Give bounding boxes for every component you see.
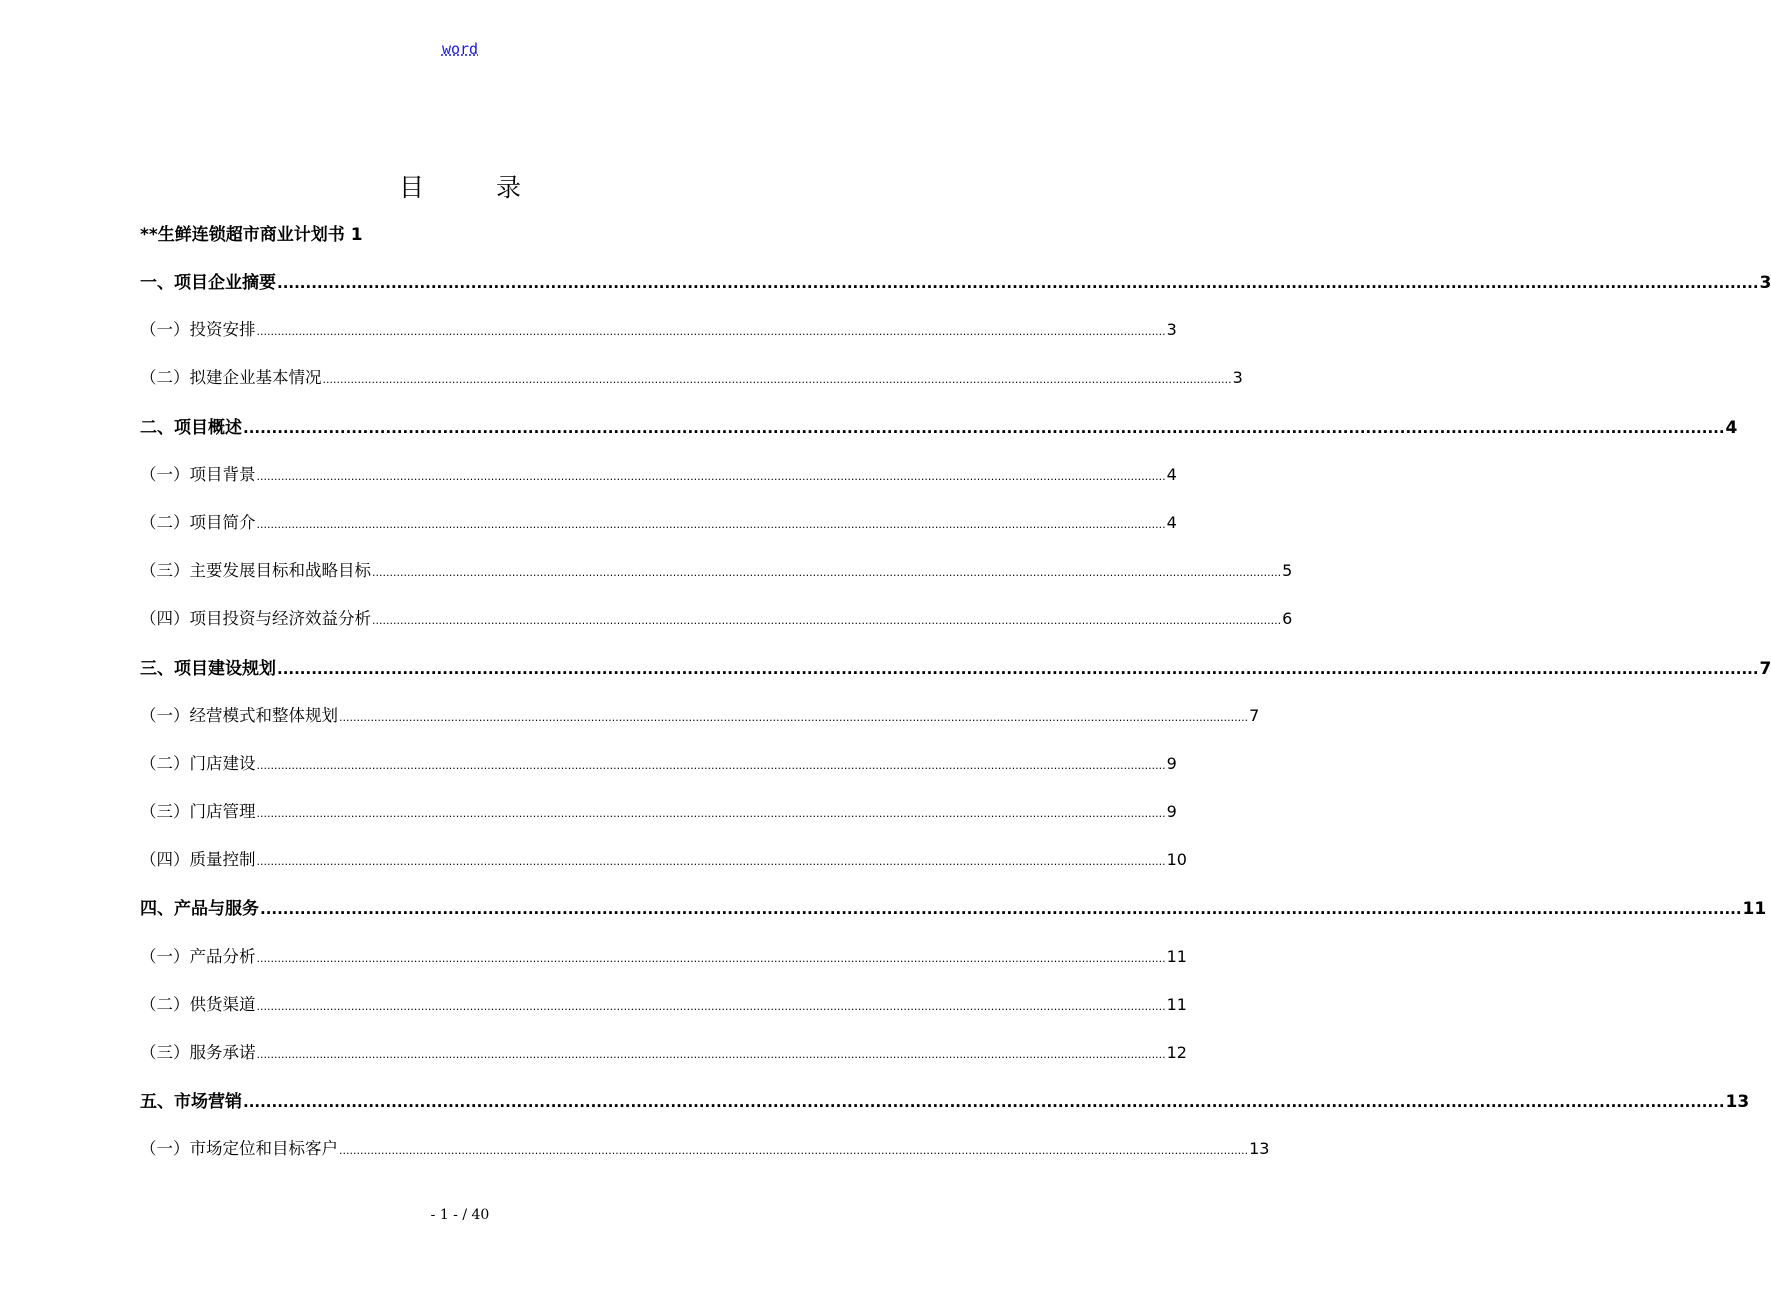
toc-entry-label: （一）经营模式和整体规划 <box>140 705 338 725</box>
toc-entry-label: （四）质量控制 <box>140 850 256 870</box>
toc-entry[interactable]: （二）门店建设 .................................................................................................................................................................................................................................................................... 9 <box>140 750 818 798</box>
toc-entry[interactable]: （一）项目背景 .................................................................................................................................................................................................................................................................... 4 <box>140 461 818 509</box>
toc-entry[interactable]: （一）经营模式和整体规划 .................................................................................................................................................................................................................................................................... 7 <box>140 702 818 750</box>
toc-entry-label: 二、项目概述 <box>140 417 242 438</box>
toc-entry[interactable]: （二）拟建企业基本情况 .................................................................................................................................................................................................................................................................... 3 <box>140 364 818 412</box>
toc-entry-page: 13 <box>1249 1139 1270 1159</box>
toc-entry-page: 4 <box>1166 464 1177 484</box>
toc-entry-page: 9 <box>1166 802 1177 822</box>
toc-entry-label: （二）拟建企业基本情况 <box>140 368 322 388</box>
toc-entry[interactable]: 三、项目建设规划 .................................................................................................................................................................................................................................................................... 7 <box>140 654 818 702</box>
toc-entry[interactable]: （三）门店管理 .................................................................................................................................................................................................................................................................... 9 <box>140 798 818 846</box>
toc-list <box>140 268 1771 1184</box>
toc-entry-page: 3 <box>1759 273 1771 293</box>
toc-entry-label: （二）供货渠道 <box>140 994 256 1014</box>
toc-entry[interactable]: 二、项目概述 .................................................................................................................................................................................................................................................................... 4 <box>140 413 818 461</box>
toc-entry-page: 4 <box>1725 417 1738 438</box>
toc-title <box>0 168 920 204</box>
toc-entry-label: 一、项目企业摘要 <box>140 273 276 293</box>
toc-entry-page: 7 <box>1249 705 1260 725</box>
toc-entry-label: （三）服务承诺 <box>140 1043 256 1062</box>
toc-title-char-2: 录 <box>496 173 522 202</box>
toc-entry[interactable]: （二）供货渠道 .................................................................................................................................................................................................................................................................... 11 <box>140 991 818 1039</box>
toc-entry-label: 四、产品与服务 <box>140 899 259 920</box>
toc-title-char-1: 目 <box>398 173 424 202</box>
toc-entry-page: 9 <box>1166 753 1177 773</box>
toc-entry-page: 11 <box>1166 994 1187 1014</box>
toc-entry-page: 13 <box>1725 1092 1750 1113</box>
toc-entry-label: （四）项目投资与经济效益分析 <box>140 609 371 629</box>
toc-entry-label: （一）项目背景 <box>140 464 256 484</box>
toc-entry-page: 6 <box>1282 609 1293 629</box>
toc-entry-label: （一）投资安排 <box>140 320 256 340</box>
toc-entry-label: （一）市场定位和目标客户 <box>140 1139 338 1159</box>
document-title: **生鲜连锁超市商业计划书 1 <box>140 225 363 245</box>
toc-entry[interactable]: （三）主要发展目标和战略目标 .................................................................................................................................................................................................................................................................... 5 <box>140 557 818 605</box>
toc-entry[interactable]: （四）质量控制 .................................................................................................................................................................................................................................................................... 10 <box>140 846 818 894</box>
toc-entry[interactable]: （一）投资安排 .................................................................................................................................................................................................................................................................... 3 <box>140 316 818 364</box>
toc-entry[interactable]: 一、项目企业摘要 .................................................................................................................................................................................................................................................................... 3 <box>140 268 818 316</box>
toc-entry-page: 10 <box>1166 850 1187 870</box>
toc-entry-label: （二）门店建设 <box>140 753 256 773</box>
toc-entry[interactable]: （二）项目简介 .................................................................................................................................................................................................................................................................... 4 <box>140 509 818 557</box>
toc-entry-label: （三）门店管理 <box>140 802 256 822</box>
toc-entry[interactable]: 四、产品与服务 .................................................................................................................................................................................................................................................................... 11 <box>140 894 818 942</box>
toc-entry-label: （三）主要发展目标和战略目标 <box>140 561 371 581</box>
toc-entry[interactable]: 五、市场营销 .................................................................................................................................................................................................................................................................... 13 <box>140 1087 818 1135</box>
toc-entry[interactable]: （三）服务承诺 .................................................................................................................................................................................................................................................................... 12 <box>140 1039 818 1087</box>
toc-entry-page: 11 <box>1166 946 1187 966</box>
toc-entry[interactable]: （一）产品分析 .................................................................................................................................................................................................................................................................... 11 <box>140 943 818 991</box>
page-number-footer: - 1 - / 40 <box>430 1207 490 1223</box>
toc-entry-label: （二）项目简介 <box>140 512 256 532</box>
toc-entry-page: 5 <box>1282 561 1293 581</box>
toc-entry-page: 7 <box>1759 658 1771 679</box>
toc-entry-page: 3 <box>1232 368 1243 388</box>
toc-entry[interactable]: （一）市场定位和目标客户 .................................................................................................................................................................................................................................................................... 13 <box>140 1135 818 1183</box>
toc-entry-page: 12 <box>1166 1043 1187 1062</box>
toc-entry-label: 五、市场营销 <box>140 1092 242 1113</box>
header-word-link[interactable]: word <box>441 40 479 58</box>
toc-entry-page: 11 <box>1742 899 1767 920</box>
toc-entry[interactable]: （四）项目投资与经济效益分析 .................................................................................................................................................................................................................................................................... 6 <box>140 605 818 653</box>
toc-entry-label: （一）产品分析 <box>140 946 256 966</box>
toc-entry-page: 4 <box>1166 512 1177 532</box>
toc-entry-page: 3 <box>1166 320 1177 340</box>
toc-entry-label: 三、项目建设规划 <box>140 658 276 679</box>
